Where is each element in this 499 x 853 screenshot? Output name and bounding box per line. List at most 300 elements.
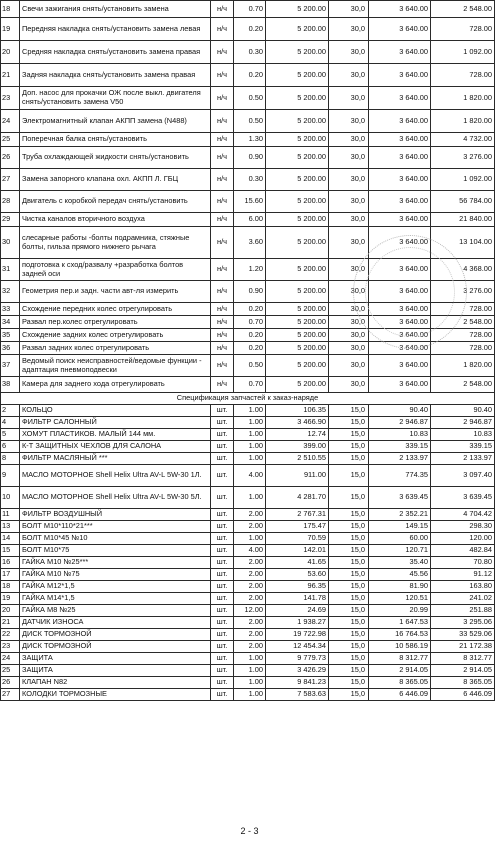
work-row [1,355,495,377]
cell-name: Задняя накладка снять/установить замена правая [20,64,211,87]
cell-amt: 10.83 [369,429,431,441]
cell-total: 3 295.06 [431,617,495,629]
cell-name: КОЛОДКИ ТОРМОЗНЫЕ [20,689,211,701]
cell-num: 24 [1,110,20,133]
cell-amt: 3 640.00 [369,133,431,147]
cell-price: 3 466.90 [266,417,329,429]
part-rows [1,405,495,701]
cell-price: 53.60 [266,569,329,581]
cell-unit: шт. [211,689,234,701]
cell-name: ГАЙКА М12*1,5 [20,581,211,593]
cell-price: 5 200.00 [266,133,329,147]
cell-qty: 0.70 [234,316,266,329]
cell-total: 2 914.05 [431,665,495,677]
cell-qty: 2.00 [234,641,266,653]
cell-qty: 2.00 [234,569,266,581]
cell-name: ЗАЩИТА [20,653,211,665]
cell-disc: 30,0 [329,169,369,191]
cell-disc: 30,0 [329,147,369,169]
cell-price: 70.59 [266,533,329,545]
cell-price: 24.69 [266,605,329,617]
cell-num: 11 [1,509,20,521]
cell-name: Схождение передних колес отрегулировать [20,303,211,316]
cell-disc: 15,0 [329,509,369,521]
cell-amt: 3 640.00 [369,18,431,41]
cell-amt: 3 640.00 [369,87,431,110]
cell-price: 175.47 [266,521,329,533]
cell-total: 3 639.45 [431,487,495,509]
part-row [1,487,495,509]
cell-total: 1 820.00 [431,87,495,110]
cell-unit: шт. [211,441,234,453]
cell-name: МАСЛО МОТОРНОЕ Shell Helix Ultra AV-L 5W-30 5Л. [20,487,211,509]
cell-qty: 1.00 [234,417,266,429]
cell-unit: н/ч [211,1,234,18]
cell-qty: 4.00 [234,465,266,487]
cell-price: 2 767.31 [266,509,329,521]
cell-price: 3 426.29 [266,665,329,677]
cell-amt: 3 640.00 [369,41,431,64]
cell-disc: 30,0 [329,213,369,227]
cell-price: 106.35 [266,405,329,417]
work-row [1,316,495,329]
cell-qty: 4.00 [234,545,266,557]
cell-unit: шт. [211,557,234,569]
part-row [1,641,495,653]
cell-amt: 1 647.53 [369,617,431,629]
cell-unit: н/ч [211,342,234,355]
cell-num: 16 [1,557,20,569]
part-row [1,605,495,617]
cell-disc: 15,0 [329,557,369,569]
cell-amt: 81.90 [369,581,431,593]
cell-amt: 3 640.00 [369,64,431,87]
cell-name: МАСЛО МОТОРНОЕ Shell Helix Ultra AV-L 5W-30 1Л. [20,465,211,487]
cell-qty: 1.00 [234,689,266,701]
part-row [1,653,495,665]
cell-total: 13 104.00 [431,227,495,259]
cell-total: 33 529.06 [431,629,495,641]
cell-qty: 0.50 [234,87,266,110]
cell-unit: н/ч [211,316,234,329]
cell-unit: шт. [211,629,234,641]
cell-disc: 30,0 [329,18,369,41]
cell-disc: 30,0 [329,259,369,281]
work-row [1,213,495,227]
cell-num: 19 [1,593,20,605]
cell-qty: 1.30 [234,133,266,147]
cell-disc: 15,0 [329,465,369,487]
cell-price: 142.01 [266,545,329,557]
cell-total: 728.00 [431,303,495,316]
cell-amt: 774.35 [369,465,431,487]
cell-disc: 30,0 [329,64,369,87]
cell-total: 3 276.00 [431,147,495,169]
cell-disc: 30,0 [329,342,369,355]
cell-total: 1 820.00 [431,110,495,133]
cell-total: 120.00 [431,533,495,545]
work-row [1,87,495,110]
cell-unit: н/ч [211,303,234,316]
cell-unit: шт. [211,581,234,593]
cell-num: 9 [1,465,20,487]
cell-qty: 0.90 [234,147,266,169]
cell-name: Передняя накладка снять/установить замена левая [20,18,211,41]
cell-total: 91.12 [431,569,495,581]
cell-price: 5 200.00 [266,227,329,259]
cell-qty: 2.00 [234,617,266,629]
cell-name: Замена запорного клапана охл. АКПП Л. ГБЦ [20,169,211,191]
cell-disc: 15,0 [329,581,369,593]
cell-price: 5 200.00 [266,329,329,342]
cell-name: слесарные работы -болты подрамника, стяжные болты, гильза прямого нижнего рычага [20,227,211,259]
cell-unit: шт. [211,417,234,429]
cell-name: ДИСК ТОРМОЗНОЙ [20,641,211,653]
cell-unit: шт. [211,593,234,605]
cell-unit: шт. [211,487,234,509]
cell-num: 15 [1,545,20,557]
part-row [1,509,495,521]
cell-disc: 30,0 [329,355,369,377]
cell-disc: 30,0 [329,227,369,259]
cell-total: 728.00 [431,18,495,41]
cell-name: Геометрия пер.и задн. части авт-ля измерить [20,281,211,303]
cell-total: 21 840.00 [431,213,495,227]
cell-num: 25 [1,133,20,147]
part-row [1,429,495,441]
part-row [1,689,495,701]
cell-num: 4 [1,417,20,429]
cell-total: 1 092.00 [431,169,495,191]
cell-name: КОЛЬЦО [20,405,211,417]
cell-unit: шт. [211,677,234,689]
part-row [1,593,495,605]
cell-amt: 16 764.53 [369,629,431,641]
cell-total: 8 365.05 [431,677,495,689]
cell-unit: н/ч [211,213,234,227]
cell-unit: н/ч [211,169,234,191]
cell-qty: 6.00 [234,213,266,227]
cell-total: 70.80 [431,557,495,569]
work-row [1,191,495,213]
cell-total: 728.00 [431,329,495,342]
part-row [1,545,495,557]
cell-num: 14 [1,533,20,545]
cell-amt: 3 640.00 [369,316,431,329]
cell-name: Чистка каналов вторичного воздуха [20,213,211,227]
cell-qty: 0.50 [234,355,266,377]
cell-total: 4 732.00 [431,133,495,147]
cell-price: 9 841.23 [266,677,329,689]
cell-name: Развал пер.колес отрегулировать [20,316,211,329]
part-row [1,465,495,487]
cell-price: 96.35 [266,581,329,593]
part-row [1,677,495,689]
cell-name: ГАЙКА М10 №75 [20,569,211,581]
cell-price: 9 779.73 [266,653,329,665]
cell-qty: 0.30 [234,169,266,191]
cell-price: 5 200.00 [266,303,329,316]
cell-amt: 45.56 [369,569,431,581]
cell-disc: 30,0 [329,87,369,110]
cell-num: 19 [1,18,20,41]
cell-disc: 30,0 [329,316,369,329]
cell-name: Электромагнитный клапан АКПП замена (N488) [20,110,211,133]
cell-disc: 30,0 [329,133,369,147]
cell-amt: 149.15 [369,521,431,533]
cell-amt: 2 352.21 [369,509,431,521]
cell-num: 36 [1,342,20,355]
cell-disc: 15,0 [329,617,369,629]
cell-total: 1 820.00 [431,355,495,377]
cell-name: Ведомый поиск неисправностей/ведомые функции - адаптация пневмоподвески [20,355,211,377]
cell-qty: 2.00 [234,593,266,605]
cell-amt: 3 640.00 [369,377,431,393]
cell-price: 1 938.27 [266,617,329,629]
cell-name: ЗАЩИТА [20,665,211,677]
cell-num: 6 [1,441,20,453]
cell-num: 21 [1,617,20,629]
cell-amt: 60.00 [369,533,431,545]
cell-unit: н/ч [211,64,234,87]
cell-name: БОЛТ М10*45 №10 [20,533,211,545]
cell-unit: шт. [211,545,234,557]
cell-disc: 15,0 [329,665,369,677]
cell-amt: 3 640.00 [369,303,431,316]
cell-qty: 2.00 [234,557,266,569]
cell-price: 5 200.00 [266,259,329,281]
cell-amt: 3 640.00 [369,281,431,303]
cell-qty: 1.00 [234,441,266,453]
cell-price: 19 722.98 [266,629,329,641]
cell-price: 5 200.00 [266,147,329,169]
cell-name: БОЛТ М10*75 [20,545,211,557]
cell-name: Свечи зажигания снять/установить замена [20,1,211,18]
cell-amt: 3 640.00 [369,110,431,133]
cell-amt: 3 640.00 [369,227,431,259]
work-row [1,18,495,41]
cell-num: 32 [1,281,20,303]
cell-price: 5 200.00 [266,169,329,191]
part-row [1,533,495,545]
cell-unit: шт. [211,569,234,581]
cell-price: 5 200.00 [266,355,329,377]
cell-price: 5 200.00 [266,64,329,87]
cell-unit: н/ч [211,259,234,281]
work-row [1,147,495,169]
cell-amt: 35.40 [369,557,431,569]
cell-name: ГАЙКА М14*1,5 [20,593,211,605]
cell-amt: 3 640.00 [369,342,431,355]
cell-total: 2 548.00 [431,1,495,18]
cell-qty: 1.00 [234,429,266,441]
cell-qty: 0.20 [234,329,266,342]
cell-disc: 15,0 [329,653,369,665]
cell-total: 4 704.42 [431,509,495,521]
cell-name: ФИЛЬТР МАСЛЯНЫЙ *** [20,453,211,465]
cell-unit: шт. [211,617,234,629]
cell-total: 21 172.38 [431,641,495,653]
cell-total: 241.02 [431,593,495,605]
cell-unit: шт. [211,605,234,617]
cell-num: 28 [1,191,20,213]
cell-qty: 2.00 [234,509,266,521]
cell-disc: 15,0 [329,405,369,417]
cell-amt: 90.40 [369,405,431,417]
spec-header-row [1,393,495,405]
cell-price: 5 200.00 [266,110,329,133]
cell-unit: шт. [211,429,234,441]
cell-unit: шт. [211,509,234,521]
cell-num: 30 [1,227,20,259]
part-row [1,521,495,533]
cell-unit: шт. [211,405,234,417]
cell-disc: 15,0 [329,441,369,453]
work-rows [1,1,495,393]
cell-disc: 15,0 [329,689,369,701]
cell-name: БОЛТ М10*110*21*** [20,521,211,533]
cell-num: 27 [1,169,20,191]
part-row [1,441,495,453]
cell-qty: 2.00 [234,581,266,593]
cell-amt: 120.71 [369,545,431,557]
cell-qty: 0.70 [234,377,266,393]
cell-qty: 12.00 [234,605,266,617]
cell-price: 41.65 [266,557,329,569]
cell-total: 8 312.77 [431,653,495,665]
cell-total: 1 092.00 [431,41,495,64]
cell-num: 20 [1,41,20,64]
cell-qty: 0.90 [234,281,266,303]
cell-qty: 1.00 [234,533,266,545]
cell-num: 2 [1,405,20,417]
cell-total: 339.15 [431,441,495,453]
cell-disc: 30,0 [329,377,369,393]
cell-name: ФИЛЬТР САЛОННЫЙ [20,417,211,429]
cell-amt: 3 640.00 [369,329,431,342]
cell-total: 2 548.00 [431,377,495,393]
work-row [1,110,495,133]
cell-disc: 30,0 [329,41,369,64]
part-row [1,405,495,417]
cell-amt: 8 365.05 [369,677,431,689]
cell-qty: 1.00 [234,665,266,677]
cell-amt: 3 640.00 [369,213,431,227]
cell-price: 5 200.00 [266,191,329,213]
cell-price: 12 454.34 [266,641,329,653]
cell-qty: 0.20 [234,18,266,41]
cell-total: 10.83 [431,429,495,441]
work-row [1,377,495,393]
cell-amt: 2 914.05 [369,665,431,677]
cell-num: 18 [1,1,20,18]
part-row [1,417,495,429]
cell-disc: 30,0 [329,329,369,342]
cell-disc: 15,0 [329,605,369,617]
cell-qty: 0.30 [234,41,266,64]
cell-qty: 1.00 [234,653,266,665]
cell-qty: 0.20 [234,342,266,355]
cell-num: 27 [1,689,20,701]
cell-amt: 3 640.00 [369,147,431,169]
cell-qty: 1.00 [234,453,266,465]
cell-amt: 2 946.87 [369,417,431,429]
cell-qty: 2.00 [234,629,266,641]
cell-unit: н/ч [211,281,234,303]
work-row [1,259,495,281]
part-row [1,557,495,569]
cell-total: 163.80 [431,581,495,593]
cell-name: ФИЛЬТР ВОЗДУШНЫЙ [20,509,211,521]
cell-name: Поперечная балка снять/установить [20,133,211,147]
cell-qty: 15.60 [234,191,266,213]
cell-disc: 15,0 [329,545,369,557]
cell-amt: 3 639.45 [369,487,431,509]
cell-qty: 0.20 [234,303,266,316]
cell-price: 5 200.00 [266,41,329,64]
part-row [1,569,495,581]
cell-unit: н/ч [211,329,234,342]
cell-price: 5 200.00 [266,316,329,329]
cell-qty: 0.70 [234,1,266,18]
cell-price: 141.78 [266,593,329,605]
cell-num: 21 [1,64,20,87]
work-row [1,342,495,355]
work-row [1,329,495,342]
cell-unit: шт. [211,641,234,653]
cell-disc: 15,0 [329,677,369,689]
cell-total: 2 133.97 [431,453,495,465]
cell-disc: 30,0 [329,303,369,316]
cell-num: 17 [1,569,20,581]
work-row [1,64,495,87]
cell-amt: 3 640.00 [369,259,431,281]
part-row [1,581,495,593]
cell-unit: н/ч [211,191,234,213]
cell-unit: шт. [211,453,234,465]
cell-total: 6 446.09 [431,689,495,701]
work-row [1,281,495,303]
cell-price: 5 200.00 [266,87,329,110]
cell-num: 29 [1,213,20,227]
cell-unit: н/ч [211,18,234,41]
cell-num: 24 [1,653,20,665]
part-row [1,629,495,641]
cell-qty: 3.60 [234,227,266,259]
cell-disc: 15,0 [329,521,369,533]
cell-name: Камера для заднего хода отрегулировать [20,377,211,393]
cell-qty: 2.00 [234,521,266,533]
cell-disc: 15,0 [329,417,369,429]
cell-name: ДИСК ТОРМОЗНОЙ [20,629,211,641]
spec-section [1,393,495,405]
spec-title: Спецификация запчастей к заказ-наряде [1,393,495,405]
cell-name: подготовка к сход/развалу +разработка болтов задней оси [20,259,211,281]
cell-price: 5 200.00 [266,1,329,18]
cell-disc: 30,0 [329,281,369,303]
cell-total: 3 097.40 [431,465,495,487]
cell-amt: 3 640.00 [369,169,431,191]
cell-total: 2 548.00 [431,316,495,329]
cell-unit: шт. [211,665,234,677]
cell-total: 90.40 [431,405,495,417]
page-number: 2 - 3 [240,826,259,836]
cell-disc: 30,0 [329,191,369,213]
cell-name: КЛАПАН N82 [20,677,211,689]
cell-disc: 15,0 [329,629,369,641]
part-row [1,453,495,465]
cell-name: Труба охлаждающей жидкости снять/установить [20,147,211,169]
